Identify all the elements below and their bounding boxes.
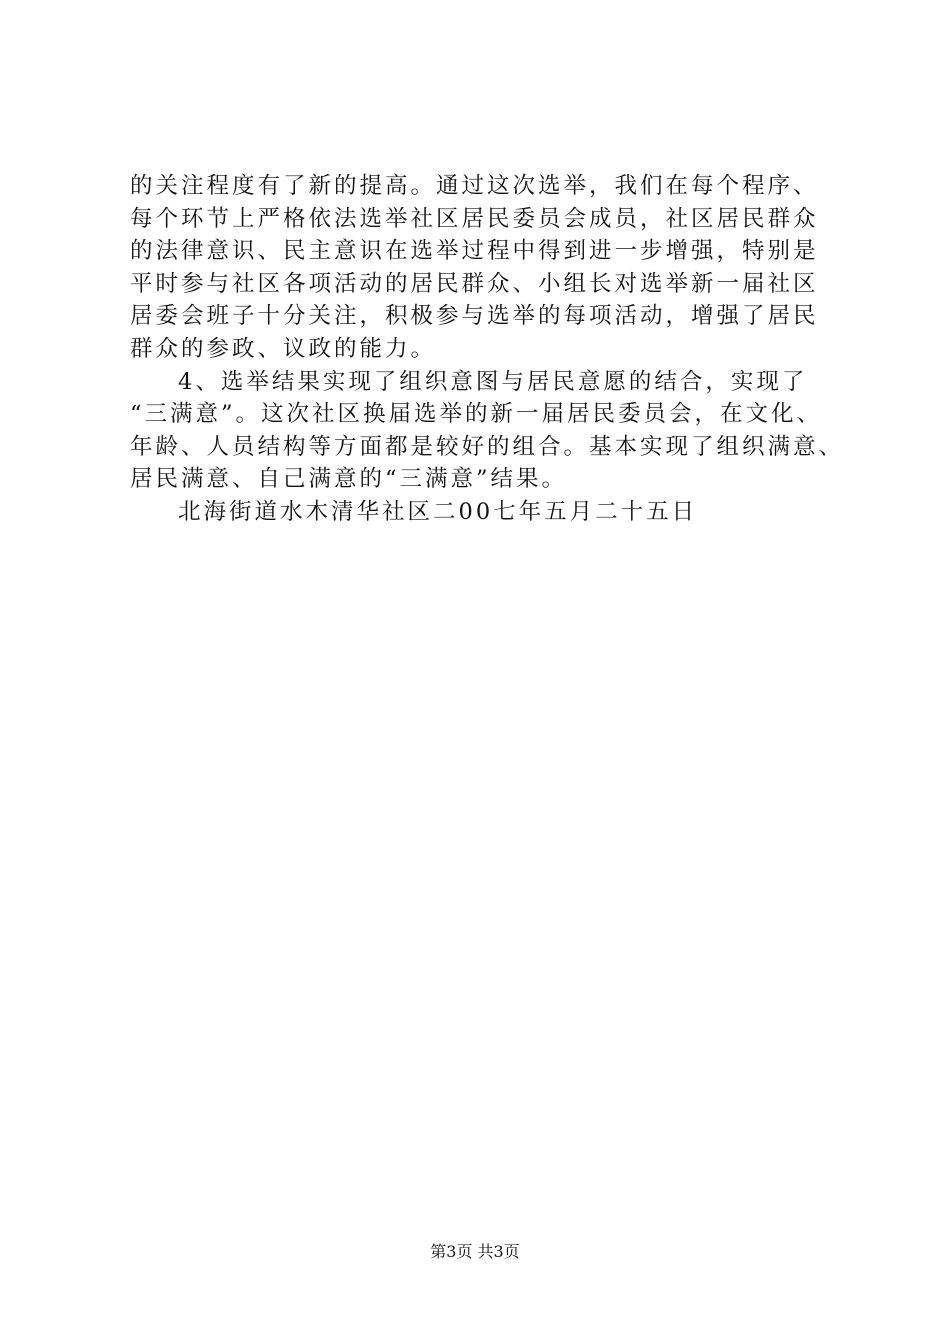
text-line: 居委会班子十分关注，积极参与选举的每项活动，增强了居民 — [130, 303, 819, 330]
text-line: 每个环节上严格依法选举社区居民委员会成员，社区居民群众 — [130, 205, 819, 232]
text-line: 年龄、人员结构等方面都是较好的组合。基本实现了组织满意、 — [130, 433, 845, 460]
text-line: 群众的参政、议政的能力。 — [130, 335, 437, 362]
text-line: 居民满意、自己满意的“三满意”结果。 — [130, 466, 568, 493]
text-line: 的法律意识、民主意识在选举过程中得到进一步增强，特别是 — [130, 238, 819, 265]
signature-date-line: 北海街道水木清华社区二00七年五月二十五日 — [178, 498, 698, 525]
text-line: 平时参与社区各项活动的居民群众、小组长对选举新一届社区 — [130, 270, 819, 297]
page-number-footer: 第3页 共3页 — [430, 1242, 520, 1261]
text-line: 的关注程度有了新的提高。通过这次选举，我们在每个程序、 — [130, 173, 819, 199]
paragraph-start-line: 4、选举结果实现了组织意图与居民意愿的结合，实现了 — [178, 368, 808, 395]
text-line: “三满意”。这次社区换届选举的新一届居民委员会，在文化、 — [130, 401, 823, 428]
document-body — [130, 170, 850, 529]
